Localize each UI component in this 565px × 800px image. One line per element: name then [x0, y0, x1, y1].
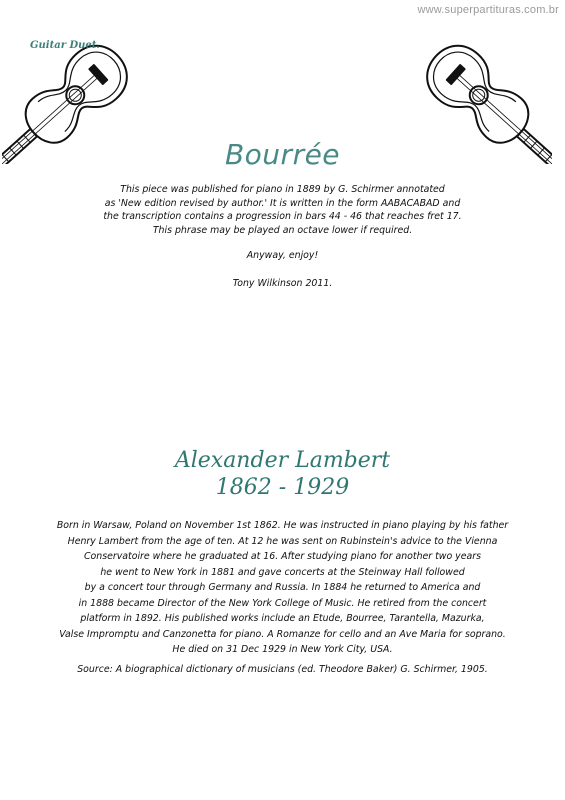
intro-line: the transcription contains a progression in bars 44 - 46 that reaches fret 17.: [103, 211, 462, 223]
bio-line: he went to New York in 1881 and gave concerts at the Steinway Hall followed: [100, 566, 465, 578]
bio-line: in 1888 became Director of the New York College of Music. He retired from the concert: [78, 597, 487, 609]
bio-line: Valse Impromptu and Canzonetta for piano. A Romanze for cello and an Ave Maria for soprano.: [59, 628, 506, 640]
bio-line: Henry Lambert from the age of ten. At 12 he was sent on Rubinstein's advice to the Vienna: [67, 535, 498, 547]
composer-years: 1862 - 1929: [215, 475, 350, 500]
bio-line: by a concert tour through Germany and Russia. In 1884 he returned to America and: [84, 582, 481, 593]
source-citation: Source: A biographical dictionary of musicians (ed. Theodore Baker) G. Schirmer, 1905.: [77, 664, 488, 675]
bio-line: Born in Warsaw, Poland on November 1st 1862. He was instructed in piano playing by his father: [56, 520, 509, 531]
piece-title: Bourrée: [224, 138, 341, 171]
intro-line: This piece was published for piano in 1889 by G. Schirmer annotated: [120, 184, 445, 195]
bio-line: Conservatoire where he graduated at 16. After studying piano for another two years: [84, 551, 481, 562]
guitar-duet-label: Guitar Duet.: [30, 40, 100, 51]
intro-signature: Tony Wilkinson 2011.: [232, 277, 333, 289]
intro-line: This phrase may be played an octave lower if required.: [152, 224, 413, 236]
biography-text: [0, 518, 565, 658]
intro-text: [0, 183, 565, 291]
intro-line: as 'New edition revised by author.' It is written in the form AABACABAD and: [104, 197, 461, 209]
composer-name: Alexander Lambert: [174, 448, 391, 473]
bio-line: He died on 31 Dec 1929 in New York City, USA.: [172, 644, 393, 655]
watermark-text: www.superpartituras.com.br: [417, 4, 559, 16]
composer-heading: [0, 447, 565, 501]
intro-closing: Anyway, enjoy!: [246, 250, 319, 262]
bio-line: platform in 1892. His published works include an Etude, Bourree, Tarantella, Mazurka,: [80, 613, 485, 624]
